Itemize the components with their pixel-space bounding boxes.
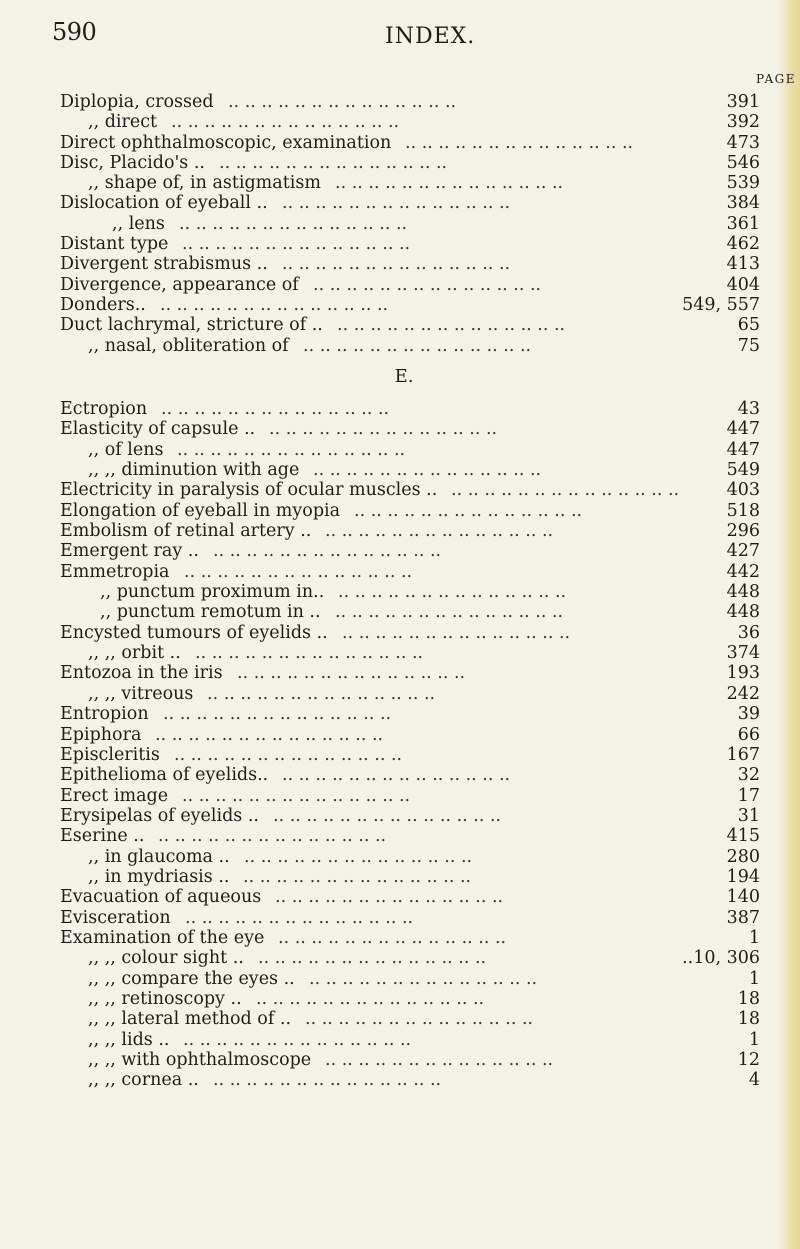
index-term: ,, punctum proximum in..: [100, 582, 325, 603]
index-term: Electricity in paralysis of ocular muscles ..: [60, 480, 438, 501]
page-reference: 387: [723, 908, 760, 928]
page-reference: 17: [734, 786, 760, 806]
index-entry: [60, 399, 760, 419]
page-reference: 447: [723, 419, 760, 439]
index-entry: [60, 480, 760, 500]
page-reference: 1: [745, 1030, 760, 1050]
index-entry: [60, 501, 760, 521]
index-entry: [60, 275, 760, 295]
page-reference: 518: [723, 501, 760, 521]
index-entry: [60, 806, 760, 826]
page-reference: 4: [745, 1070, 760, 1090]
index-entry: [60, 541, 760, 561]
leader-dots: .. .. .. .. .. .. .. .. .. .. .. .. .. ..: [171, 112, 400, 133]
leader-dots: .. .. .. .. .. .. .. .. .. .. .. .. .. ..: [309, 968, 538, 989]
leader-dots: .. .. .. .. .. .. .. .. .. .. .. .. .. ..: [305, 1009, 534, 1030]
page-reference: 280: [723, 847, 760, 867]
index-term: Erect image: [60, 785, 169, 806]
index-term: Erysipelas of eyelids ..: [60, 805, 259, 826]
leader-dots: .. .. .. .. .. .. .. .. .. .. .. .. .. ..: [303, 335, 532, 356]
leader-dots: .. .. .. .. .. .. .. .. .. .. .. .. .. ..: [451, 480, 680, 501]
index-term: ,, ,, lateral method of ..: [88, 1009, 292, 1030]
index-entry: [60, 582, 760, 602]
index-entry: [60, 847, 760, 867]
index-entry: [60, 1009, 760, 1029]
index-entry: [60, 887, 760, 907]
page-reference: 18: [734, 989, 760, 1009]
index-entry: [60, 969, 760, 989]
page-reference: 415: [723, 826, 760, 846]
leader-dots: .. .. .. .. .. .. .. .. .. .. .. .. .. ..: [182, 234, 411, 255]
leader-dots: .. .. .. .. .. .. .. .. .. .. .. .. .. ..: [256, 988, 485, 1009]
index-entry: [60, 1050, 760, 1070]
page-reference: 18: [734, 1009, 760, 1029]
index-entry: [60, 684, 760, 704]
page-reference: 546: [723, 153, 760, 173]
leader-dots: .. .. .. .. .. .. .. .. .. .. .. .. .. ..: [161, 399, 390, 419]
index-entry: [60, 602, 760, 622]
index-term: Elasticity of capsule ..: [60, 419, 256, 440]
index-term: ,, direct: [88, 112, 158, 133]
index-entry: [60, 786, 760, 806]
index-entry: [60, 521, 760, 541]
leader-dots: .. .. .. .. .. .. .. .. .. .. .. .. .. ..: [325, 521, 554, 542]
leader-dots: .. .. .. .. .. .. .. .. .. .. .. .. .. ..: [282, 765, 511, 786]
leader-dots: .. .. .. .. .. .. .. .. .. .. .. .. .. ..: [282, 254, 511, 275]
page-reference: 12: [734, 1050, 760, 1070]
index-entry: [60, 928, 760, 948]
index-term: Epiphora: [60, 724, 142, 745]
page-reference: 448: [723, 582, 760, 602]
index-term: ,, ,, retinoscopy ..: [88, 988, 242, 1009]
leader-dots: .. .. .. .. .. .. .. .. .. .. .. .. .. ..: [335, 602, 564, 623]
index-term: Disc, Placido's ..: [60, 152, 205, 173]
index-term: Emmetropia: [60, 561, 170, 582]
index-section-d: [60, 92, 760, 356]
page-edge: [778, 0, 800, 1249]
page-reference: 462: [723, 234, 760, 254]
leader-dots: .. .. .. .. .. .. .. .. .. .. .. .. .. ..: [269, 419, 498, 440]
index-entry: [60, 643, 760, 663]
page-reference: ..10, 306: [678, 948, 760, 968]
leader-dots: .. .. .. .. .. .. .. .. .. .. .. .. .. ..: [338, 582, 567, 603]
leader-dots: .. .. .. .. .. .. .. .. .. .. .. .. .. ..: [313, 274, 542, 295]
page-reference: 167: [723, 745, 760, 765]
page-reference: 392: [723, 112, 760, 132]
leader-dots: .. .. .. .. .. .. .. .. .. .. .. .. .. ..: [243, 866, 472, 887]
index-term: ,, shape of, in astigmatism: [88, 173, 321, 194]
leader-dots: .. .. .. .. .. .. .. .. .. .. .. .. .. ..: [325, 1050, 554, 1070]
index-term: ,, in mydriasis ..: [88, 866, 230, 887]
index-term: ,, lens: [112, 213, 165, 234]
index-term: Elongation of eyeball in myopia: [60, 500, 341, 521]
page-reference: 140: [723, 887, 760, 907]
index-term: Encysted tumours of eyelids ..: [60, 622, 328, 643]
page-number: 590: [52, 18, 97, 46]
index-entry: [60, 908, 760, 928]
page-reference: 549, 557: [678, 295, 760, 315]
index-entry: [60, 826, 760, 846]
leader-dots: .. .. .. .. .. .. .. .. .. .. .. .. .. ..: [228, 92, 457, 112]
page-reference: 448: [723, 602, 760, 622]
index-entry: [60, 765, 760, 785]
page-reference: 65: [734, 315, 760, 335]
leader-dots: .. .. .. .. .. .. .. .. .. .. .. .. .. ..: [182, 785, 411, 806]
index-term: ,, punctum remotum in ..: [100, 602, 321, 623]
index-entry: [60, 336, 760, 356]
index-entry: [60, 989, 760, 1009]
page-reference: 66: [734, 725, 760, 745]
page-reference: 75: [734, 336, 760, 356]
index-term: Divergence, appearance of: [60, 274, 299, 295]
leader-dots: .. .. .. .. .. .. .. .. .. .. .. .. .. ..: [354, 500, 583, 521]
page-reference: 374: [723, 643, 760, 663]
leader-dots: .. .. .. .. .. .. .. .. .. .. .. .. .. ..: [184, 561, 413, 582]
leader-dots: .. .. .. .. .. .. .. .. .. .. .. .. .. ..: [275, 887, 504, 908]
page-reference: 1: [745, 928, 760, 948]
index-term: Direct ophthalmoscopic, examination: [60, 132, 392, 153]
index-entry: [60, 112, 760, 132]
index-section-e: [60, 399, 760, 1091]
leader-dots: .. .. .. .. .. .. .. .. .. .. .. .. .. ..: [163, 704, 392, 725]
page-reference: 31: [734, 806, 760, 826]
index-term: Epithelioma of eyelids..: [60, 765, 269, 786]
index-entry: [60, 623, 760, 643]
index-term: Entropion: [60, 704, 149, 725]
running-head: INDEX.: [385, 24, 476, 49]
page-reference: 404: [723, 275, 760, 295]
index-term: Evacuation of aqueous: [60, 887, 262, 908]
index-term: ,, ,, cornea ..: [88, 1070, 199, 1091]
leader-dots: .. .. .. .. .. .. .. .. .. .. .. .. .. ..: [405, 132, 634, 153]
leader-dots: .. .. .. .. .. .. .. .. .. .. .. .. .. ..: [244, 846, 473, 867]
index-term: Evisceration: [60, 907, 171, 928]
leader-dots: .. .. .. .. .. .. .. .. .. .. .. .. .. ..: [278, 927, 507, 948]
page-reference: 549: [723, 460, 760, 480]
page-reference: 391: [723, 92, 760, 112]
leader-dots: .. .. .. .. .. .. .. .. .. .. .. .. .. ..: [183, 1029, 412, 1050]
index-entry: [60, 92, 760, 112]
index-term: Entozoa in the iris: [60, 663, 223, 684]
index-term: ,, nasal, obliteration of: [88, 335, 289, 356]
leader-dots: .. .. .. .. .. .. .. .. .. .. .. .. .. ..: [237, 663, 466, 684]
index-entry: [60, 153, 760, 173]
leader-dots: .. .. .. .. .. .. .. .. .. .. .. .. .. ..: [207, 683, 436, 704]
index-term: Dislocation of eyeball ..: [60, 193, 268, 214]
index-entry: [60, 1070, 760, 1090]
index-entry: [60, 1030, 760, 1050]
index-entry: [60, 440, 760, 460]
page-reference: 473: [723, 133, 760, 153]
leader-dots: .. .. .. .. .. .. .. .. .. .. .. .. .. ..: [174, 744, 403, 765]
index-term: Eserine ..: [60, 826, 145, 847]
page-reference: 296: [723, 521, 760, 541]
index-term: ,, ,, vitreous: [88, 683, 194, 704]
page-reference: 442: [723, 562, 760, 582]
index-term: Diplopia, crossed: [60, 92, 214, 112]
index-term: ,, ,, compare the eyes ..: [88, 968, 295, 989]
page-reference: 539: [723, 173, 760, 193]
leader-dots: .. .. .. .. .. .. .. .. .. .. .. .. .. ..: [160, 294, 389, 315]
leader-dots: .. .. .. .. .. .. .. .. .. .. .. .. .. ..: [213, 1070, 442, 1091]
index-term: Duct lachrymal, stricture of ..: [60, 315, 323, 336]
leader-dots: .. .. .. .. .. .. .. .. .. .. .. .. .. ..: [258, 948, 487, 969]
leader-dots: .. .. .. .. .. .. .. .. .. .. .. .. .. ..: [213, 541, 442, 562]
index-term: Ectropion: [60, 399, 148, 419]
index-entry: [60, 295, 760, 315]
index-term: Emergent ray ..: [60, 541, 199, 562]
leader-dots: .. .. .. .. .. .. .. .. .. .. .. .. .. ..: [335, 173, 564, 194]
page-reference: 36: [734, 623, 760, 643]
index-term: Examination of the eye: [60, 927, 265, 948]
leader-dots: .. .. .. .. .. .. .. .. .. .. .. .. .. ..: [273, 805, 502, 826]
section-heading-e: [0, 366, 800, 387]
leader-dots: .. .. .. .. .. .. .. .. .. .. .. .. .. ..: [179, 213, 408, 234]
index-term: Embolism of retinal artery ..: [60, 521, 312, 542]
index-entry: [60, 315, 760, 335]
page-reference: 403: [723, 480, 760, 500]
index-entry: [60, 234, 760, 254]
page-reference: 242: [723, 684, 760, 704]
page-header: [0, 18, 800, 58]
page-column-label: PAGE: [756, 72, 796, 86]
index-entry: [60, 133, 760, 153]
index-entry: [60, 419, 760, 439]
leader-dots: .. .. .. .. .. .. .. .. .. .. .. .. .. ..: [155, 724, 384, 745]
index-term: ,, ,, orbit ..: [88, 643, 181, 664]
page-reference: 361: [723, 214, 760, 234]
leader-dots: .. .. .. .. .. .. .. .. .. .. .. .. .. ..: [219, 152, 448, 173]
page-reference: 413: [723, 254, 760, 274]
index-entry: [60, 948, 760, 968]
index-entry: [60, 745, 760, 765]
index-entry: [60, 725, 760, 745]
index-term: Donders..: [60, 294, 146, 315]
index-entry: [60, 193, 760, 213]
leader-dots: .. .. .. .. .. .. .. .. .. .. .. .. .. ..: [342, 622, 571, 643]
index-term: ,, ,, diminution with age: [88, 460, 300, 481]
index-term: Divergent strabismus ..: [60, 254, 268, 275]
index-entry: [60, 460, 760, 480]
leader-dots: .. .. .. .. .. .. .. .. .. .. .. .. .. ..: [177, 439, 406, 460]
page-reference: 1: [745, 969, 760, 989]
index-entry: [60, 173, 760, 193]
index-entry: [60, 867, 760, 887]
index-term: ,, ,, lids ..: [88, 1029, 170, 1050]
index-entry: [60, 704, 760, 724]
leader-dots: .. .. .. .. .. .. .. .. .. .. .. .. .. ..: [185, 907, 414, 928]
index-term: Distant type: [60, 234, 169, 255]
index-term: ,, ,, with ophthalmoscope: [88, 1050, 312, 1070]
page-reference: 193: [723, 663, 760, 683]
page-reference: 384: [723, 193, 760, 213]
page-reference: 32: [734, 765, 760, 785]
page-reference: 194: [723, 867, 760, 887]
leader-dots: .. .. .. .. .. .. .. .. .. .. .. .. .. ..: [337, 315, 566, 336]
page-reference: 427: [723, 541, 760, 561]
index-entry: [60, 214, 760, 234]
leader-dots: .. .. .. .. .. .. .. .. .. .. .. .. .. ..: [313, 460, 542, 481]
index-term: Episcleritis: [60, 744, 160, 765]
index-entry: [60, 254, 760, 274]
index-term: ,, ,, colour sight ..: [88, 948, 244, 969]
page-reference: 39: [734, 704, 760, 724]
page-reference: 447: [723, 440, 760, 460]
leader-dots: .. .. .. .. .. .. .. .. .. .. .. .. .. ..: [282, 193, 511, 214]
index-term: ,, of lens: [88, 439, 164, 460]
index-entry: [60, 562, 760, 582]
leader-dots: .. .. .. .. .. .. .. .. .. .. .. .. .. ..: [195, 643, 424, 664]
leader-dots: .. .. .. .. .. .. .. .. .. .. .. .. .. ..: [158, 826, 387, 847]
index-entry: [60, 663, 760, 683]
section-heading-e-text: E.: [394, 366, 414, 387]
page-reference: 43: [734, 399, 760, 419]
index-term: ,, in glaucoma ..: [88, 846, 230, 867]
